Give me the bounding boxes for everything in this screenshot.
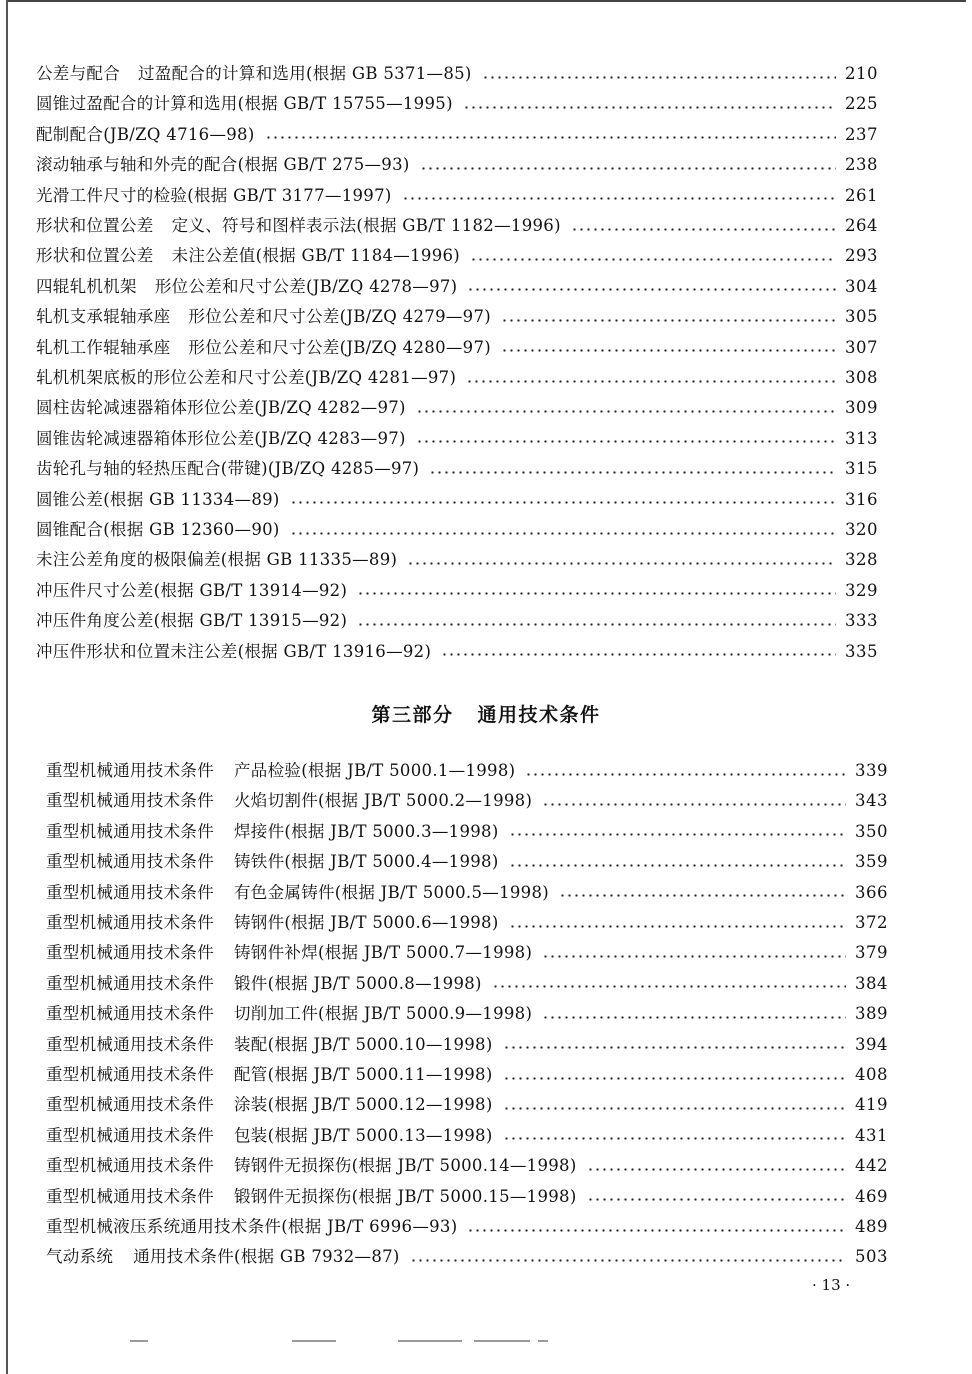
scan-mark [538, 1340, 548, 1342]
toc-entry-title [36, 215, 561, 237]
dot-leader [542, 803, 846, 806]
toc-entry-text: 冲压件形状和位置未注公差(根据 GB/T 13916—92) [36, 641, 432, 661]
toc-entry [46, 1246, 888, 1268]
dot-leader [503, 1077, 846, 1080]
toc-entry [46, 821, 888, 843]
toc-entry-page: 293 [845, 246, 878, 266]
toc-entry-subject: 重型机械通用技术条件 [46, 761, 214, 780]
toc-entry [46, 760, 888, 782]
dot-leader [416, 410, 836, 413]
toc-entry-subject: 重型机械通用技术条件 [46, 1095, 214, 1115]
toc-entry-text: 焊接件(根据 JB/T 5000.3—1998) [234, 821, 499, 841]
toc-entry-title [36, 580, 347, 602]
toc-entry-text: 圆锥过盈配合的计算和选用(根据 GB/T 15755—1995) [36, 94, 453, 114]
dot-leader [357, 623, 836, 626]
toc-entry-title [36, 428, 406, 450]
toc-entry-page: 320 [845, 520, 878, 539]
dot-leader [503, 1046, 846, 1049]
dot-leader [503, 1137, 846, 1140]
toc-entry-title [46, 1064, 493, 1086]
toc-entry-page: 379 [855, 943, 888, 963]
toc-entry-page: 315 [845, 459, 878, 479]
dot-leader [416, 440, 836, 443]
dot-leader [441, 653, 836, 656]
scan-edge-top [6, 0, 966, 2]
toc-entry-page: 316 [845, 489, 878, 509]
dot-leader [501, 349, 836, 352]
dot-leader [525, 773, 846, 776]
toc-entry [36, 458, 878, 480]
toc-entry-subject: 重型机械通用技术条件 [46, 943, 214, 963]
toc-entry [46, 912, 888, 934]
toc-entry-subject: 重型机械通用技术条件 [46, 1125, 214, 1145]
toc-entry-subject: 公差与配合 [36, 64, 120, 83]
toc-entry-subject: 重型机械通用技术条件 [46, 973, 214, 993]
toc-entry-text: 装配(根据 JB/T 5000.10—1998) [234, 1034, 493, 1054]
toc-entry-title [36, 367, 456, 389]
toc-entry-subject: 重型机械通用技术条件 [46, 852, 214, 872]
dot-leader [290, 501, 836, 504]
toc-entry [36, 549, 878, 571]
toc-entry [36, 215, 878, 237]
section-part-label: 第三部分 [371, 704, 454, 726]
toc-entry [46, 1094, 888, 1116]
dot-leader [429, 471, 836, 474]
toc-entry-page: 264 [845, 216, 878, 235]
toc-entry-title [36, 245, 460, 267]
toc-entry-page: 408 [855, 1065, 888, 1084]
toc-entry-title [46, 1094, 493, 1116]
toc-entry [46, 1155, 888, 1177]
toc-entry-title [36, 93, 453, 115]
dot-leader [407, 562, 836, 565]
toc-entry-page: 329 [845, 580, 878, 600]
toc-entry [46, 1003, 888, 1025]
toc-entry-title [46, 942, 532, 964]
toc-entry-title [36, 489, 280, 511]
toc-entry [36, 306, 878, 328]
toc-entry-text: 圆锥齿轮减速器箱体形位公差(JB/ZQ 4283—97) [36, 428, 406, 448]
toc-entry [36, 245, 878, 267]
toc-entry-page: 343 [855, 791, 888, 811]
toc-entry-page: 339 [855, 761, 888, 780]
toc-entry-text: 光滑工件尺寸的检验(根据 GB/T 3177—1997) [36, 185, 392, 205]
toc-entry-title [46, 1186, 577, 1208]
toc-entry-page: 261 [845, 185, 878, 205]
toc-entry-text: 铸钢件无损探伤(根据 JB/T 5000.14—1998) [234, 1156, 577, 1176]
toc-entry-text: 铸钢件(根据 JB/T 5000.6—1998) [234, 913, 499, 932]
toc-entry-page: 431 [855, 1125, 888, 1145]
toc-entry-title [36, 549, 397, 571]
toc-entry [46, 851, 888, 873]
toc-entry-text: 配制配合(JB/ZQ 4716—98) [36, 124, 255, 144]
toc-entry-subject: 气动系统 [46, 1247, 114, 1267]
toc-entry [46, 942, 888, 964]
toc-entry-page: 394 [855, 1034, 888, 1054]
dot-leader [466, 380, 836, 383]
dot-leader [509, 864, 846, 867]
toc-entry-page: 210 [845, 64, 878, 83]
toc-entry-subject: 重型机械通用技术条件 [46, 1065, 214, 1084]
toc-entry-subject: 重型机械通用技术条件 [46, 882, 214, 902]
toc-entry [46, 973, 888, 995]
toc-entry-subject: 形状和位置公差 [36, 246, 154, 266]
toc-entry [36, 185, 878, 207]
toc-entry [36, 428, 878, 450]
toc-entry [36, 367, 878, 389]
toc-entry-title [46, 760, 515, 782]
dot-leader [470, 258, 836, 261]
toc-entry [36, 154, 878, 176]
toc-entry-title [46, 821, 499, 843]
toc-entry-text: 包装(根据 JB/T 5000.13—1998) [234, 1125, 493, 1145]
toc-entry-text: 轧机机架底板的形位公差和尺寸公差(JB/ZQ 4281—97) [36, 368, 457, 387]
toc-entry [36, 276, 878, 298]
toc-entry-page: 328 [845, 550, 878, 570]
toc-entry-title [46, 1246, 400, 1268]
toc-entry-page: 309 [845, 398, 878, 418]
toc-entry-title [46, 973, 482, 995]
dot-leader [482, 76, 836, 79]
toc-entry-text: 铸钢件补焊(根据 JB/T 5000.7—1998) [234, 943, 533, 963]
toc-entry-page: 350 [855, 821, 888, 841]
toc-entry-page: 419 [855, 1095, 888, 1115]
dot-leader [542, 955, 846, 958]
dot-leader [463, 106, 836, 109]
toc-entry-title [36, 337, 491, 359]
toc-entry-text: 未注公差角度的极限偏差(根据 GB 11335—89) [36, 550, 398, 570]
toc-entry-subject: 重型机械通用技术条件 [46, 1004, 214, 1024]
toc-entry-page: 469 [855, 1186, 888, 1206]
scan-mark [398, 1340, 462, 1342]
toc-entry-text: 配管(根据 JB/T 5000.11—1998) [234, 1065, 493, 1084]
toc-entry [46, 1064, 888, 1086]
dot-leader [571, 228, 836, 231]
toc-entry-page: 359 [855, 852, 888, 872]
toc-entry-title [36, 306, 491, 328]
section-title: 通用技术条件 [477, 704, 601, 726]
toc-entry [36, 519, 878, 541]
toc-entry-subject: 重型机械通用技术条件 [46, 913, 214, 932]
toc-entry-page: 313 [845, 428, 878, 448]
scan-edge-left [6, 0, 8, 1374]
toc-entry [46, 1125, 888, 1147]
toc-entry-text: 过盈配合的计算和选用(根据 GB 5371—85) [138, 64, 472, 83]
toc-entry-title [46, 1155, 577, 1177]
toc-entry-subject: 四辊轧机机架 [36, 276, 137, 296]
toc-entry-text: 切削加工件(根据 JB/T 5000.9—1998) [234, 1004, 533, 1024]
section-heading [0, 700, 972, 727]
toc-entry-title [36, 519, 280, 541]
toc-entry-text: 重型机械液压系统通用技术条件(根据 JB/T 6996—93) [46, 1217, 458, 1236]
toc-entry-page: 308 [845, 368, 878, 387]
toc-entry-subject: 重型机械通用技术条件 [46, 1186, 214, 1206]
dot-leader [587, 1198, 846, 1201]
page-number: · 13 · [812, 1276, 851, 1294]
toc-entry-page: 307 [845, 337, 878, 357]
toc-entry-text: 形位公差和尺寸公差(JB/ZQ 4278—97) [154, 276, 458, 296]
toc-entry-subject: 轧机工作辊轴承座 [36, 337, 171, 357]
toc-entry [36, 580, 878, 602]
toc-entry-text: 锻钢件无损探伤(根据 JB/T 5000.15—1998) [234, 1186, 577, 1206]
dot-leader [503, 1107, 846, 1110]
toc-entry-text: 锻件(根据 JB/T 5000.8—1998) [234, 973, 482, 993]
toc-entry-text: 冲压件角度公差(根据 GB/T 13915—92) [36, 611, 348, 631]
toc-entry-title [36, 185, 392, 207]
toc-entry-page: 372 [855, 913, 888, 932]
toc-entry-title [36, 124, 255, 146]
dot-leader [265, 136, 836, 139]
toc-entry-page: 237 [845, 124, 878, 144]
toc-entry [46, 1186, 888, 1208]
toc-entry-page: 384 [855, 973, 888, 993]
toc-entry-text: 圆锥公差(根据 GB 11334—89) [36, 489, 280, 509]
toc-entry-page: 442 [855, 1156, 888, 1176]
toc-entry-title [46, 882, 549, 904]
dot-leader [509, 833, 846, 836]
toc-entry-page: 304 [845, 276, 878, 296]
dot-leader [492, 985, 846, 988]
toc-entry-subject: 重型机械通用技术条件 [46, 821, 214, 841]
toc-entry-text: 冲压件尺寸公差(根据 GB/T 13914—92) [36, 580, 348, 600]
toc-entry-page: 333 [845, 611, 878, 631]
dot-leader [509, 925, 846, 928]
toc-entry-title [36, 458, 419, 480]
toc-entry [36, 610, 878, 632]
dot-leader [410, 1259, 846, 1262]
toc-entry-page: 503 [855, 1247, 888, 1267]
toc-entry [46, 882, 888, 904]
toc-entry-text: 火焰切割件(根据 JB/T 5000.2—1998) [234, 791, 533, 811]
dot-leader [290, 532, 836, 535]
toc-entry [36, 489, 878, 511]
dot-leader [501, 319, 836, 322]
toc-entry-title [46, 1216, 457, 1238]
scan-mark [292, 1340, 336, 1342]
toc-entry [36, 641, 878, 663]
toc-entry-text: 形位公差和尺寸公差(JB/ZQ 4279—97) [188, 307, 492, 327]
toc-entry-text: 圆锥配合(根据 GB 12360—90) [36, 520, 280, 539]
toc-entry [36, 93, 878, 115]
toc-entry [36, 124, 878, 146]
toc-entry-title [46, 1125, 493, 1147]
toc-entry-title [46, 1003, 532, 1025]
toc-entry [46, 1034, 888, 1056]
dot-leader [467, 1229, 846, 1232]
toc-entry [36, 397, 878, 419]
toc-entry-page: 335 [845, 641, 878, 661]
toc-entry-title [36, 154, 410, 176]
toc-entry-text: 涂装(根据 JB/T 5000.12—1998) [234, 1095, 493, 1115]
dot-leader [542, 1016, 846, 1019]
toc-entry-title [46, 1034, 493, 1056]
toc-entry-text: 通用技术条件(根据 GB 7932—87) [133, 1247, 400, 1267]
toc-entry-text: 滚动轴承与轴和外壳的配合(根据 GB/T 275—93) [36, 155, 410, 175]
dot-leader [587, 1168, 846, 1171]
toc-entry-page: 305 [845, 307, 878, 327]
dot-leader [357, 592, 836, 595]
dot-leader [559, 894, 846, 897]
toc-entry-text: 圆柱齿轮减速器箱体形位公差(JB/ZQ 4282—97) [36, 398, 406, 418]
toc-entry-text: 产品检验(根据 JB/T 5000.1—1998) [234, 761, 516, 780]
toc-entry-text: 铸铁件(根据 JB/T 5000.4—1998) [234, 852, 499, 872]
toc-entry-subject: 重型机械通用技术条件 [46, 1034, 214, 1054]
toc-entry [46, 790, 888, 812]
scan-mark [474, 1340, 530, 1342]
toc-entry [46, 1216, 888, 1238]
toc-entry-title [36, 63, 472, 85]
toc-entry-text: 形位公差和尺寸公差(JB/ZQ 4280—97) [188, 337, 492, 357]
toc-entry-text: 有色金属铸件(根据 JB/T 5000.5—1998) [234, 882, 549, 902]
toc-entry-text: 定义、符号和图样表示法(根据 GB/T 1182—1996) [171, 216, 561, 235]
toc-entry-title [36, 610, 347, 632]
toc-entry-title [46, 851, 499, 873]
toc-entry-subject: 重型机械通用技术条件 [46, 791, 214, 811]
dot-leader [467, 288, 836, 291]
toc-entry-title [36, 641, 431, 663]
toc-entry-page: 238 [845, 155, 878, 175]
toc-entry-title [36, 397, 406, 419]
toc-entry-title [36, 276, 457, 298]
toc-entry-text: 齿轮孔与轴的轻热压配合(带键)(JB/ZQ 4285—97) [36, 459, 420, 479]
toc-entry-subject: 重型机械通用技术条件 [46, 1156, 214, 1176]
toc-entry-page: 389 [855, 1004, 888, 1024]
toc-entry-text: 未注公差值(根据 GB/T 1184—1996) [171, 246, 461, 266]
toc-entry [36, 63, 878, 85]
dot-leader [402, 197, 836, 200]
toc-entry-page: 225 [845, 94, 878, 114]
toc-entry-subject: 轧机支承辊轴承座 [36, 307, 171, 327]
toc-entry-page: 489 [855, 1217, 888, 1236]
scan-mark [130, 1340, 148, 1342]
toc-entry-page: 366 [855, 882, 888, 902]
dot-leader [420, 167, 836, 170]
toc-entry [36, 337, 878, 359]
toc-entry-title [46, 790, 532, 812]
toc-entry-title [46, 912, 499, 934]
toc-entry-subject: 形状和位置公差 [36, 216, 154, 235]
